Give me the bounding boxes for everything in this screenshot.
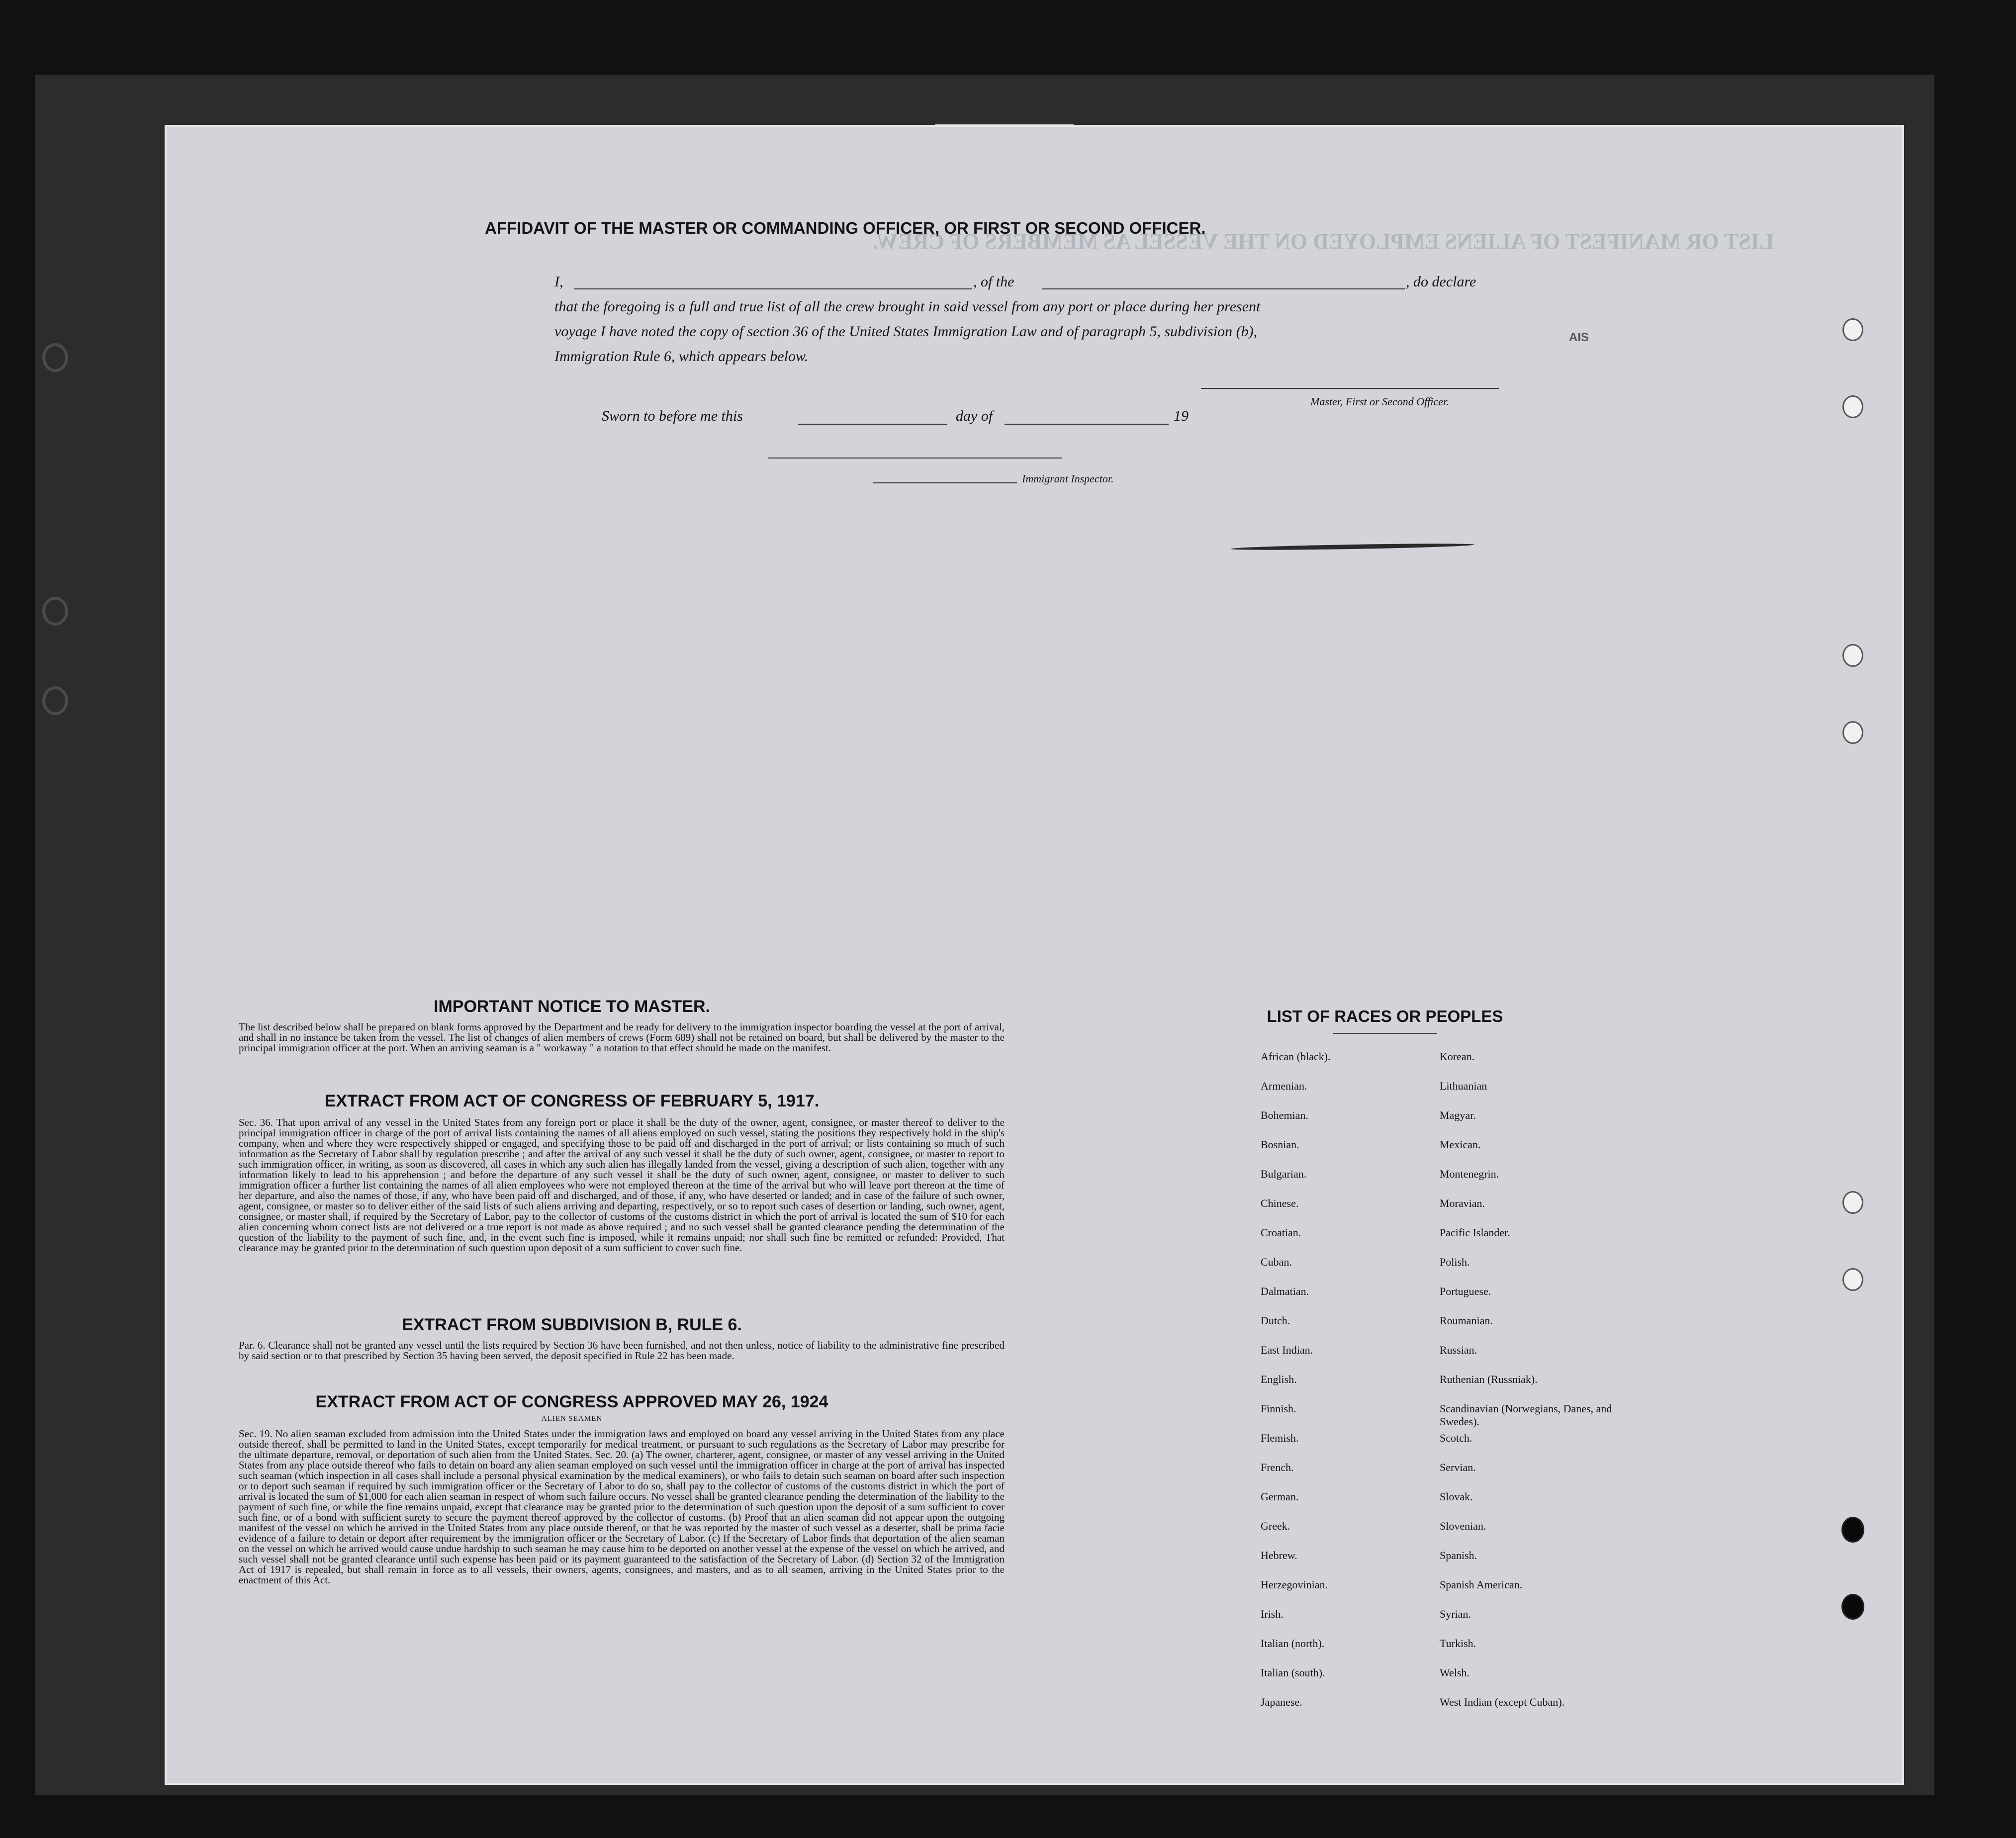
extract-rule6-title: EXTRACT FROM SUBDIVISION B, RULE 6. bbox=[402, 1315, 742, 1334]
extract-1917-title: EXTRACT FROM ACT OF CONGRESS OF FEBRUARY 5, 1917. bbox=[324, 1092, 820, 1110]
extract-1924-subtitle: ALIEN SEAMEN bbox=[541, 1415, 603, 1423]
race-item: English. bbox=[1261, 1373, 1297, 1385]
race-item: Dalmatian. bbox=[1261, 1285, 1309, 1297]
races-left-column bbox=[1261, 1050, 1425, 1725]
race-item: Scotch. bbox=[1440, 1432, 1472, 1444]
race-item: Polish. bbox=[1440, 1256, 1470, 1268]
punch-hole bbox=[1842, 644, 1863, 667]
race-item: Italian (north). bbox=[1261, 1637, 1325, 1650]
affidavit-line-2: that the foregoing is a full and true list of all the crew brought in said vessel from any port or place during her present bbox=[554, 298, 1261, 315]
race-item: Spanish. bbox=[1440, 1549, 1477, 1562]
sworn-month-blank[interactable] bbox=[1005, 424, 1169, 425]
extract-1917-body: Sec. 36. That upon arrival of any vessel in the United States from any foreign port or place it shall be the duty of the owner, agent, consignee, or master thereof to deliver to the principal immigration officer in charge of the port of arrival lists containing the names of all aliens employed on such vessel, stating the positions they respectively hold in the ship's company, when and where they were respectively shipped or engaged, and specifying those to be paid off and discharged in the port of arrival; or lists containing so much of such information as the Secretary of Labor shall by regulation prescribe ; and after the arrival of any such vessel it shall be the duty of such owner, agent, consignee, or master to report to such immigration officer, in writing, as soon as discovered, all cases in which any such alien has illegally landed from the vessel, giving a description of such alien, together with any information likely to lead to his apprehension ; and before the departure of any such vessel it shall be the duty of such owner, agent, consignee, or master to deliver to such immigration officer a further list containing the names of all alien employees who were not employed thereon at the time of the arrival but who will leave port thereon at the time of her departure, and also the names of those, if any, who have been paid off and discharged, and of those, if any, who have deserted or landed; and in case of the failure of such owner, agent, consignee, or master so to deliver either of the said lists of such aliens arriving and departing, respectively, or so to report such cases of desertion or landing, such owner, agent, consignee, or master shall, if required by the Secretary of Labor, pay to the collector of customs of the customs district in which the port of arrival is located the sum of $10 for each alien concerning whom correct lists are not delivered or a true report is not made as above required ; and no such vessel shall be granted clearance pending the determination of the question of the liability to the payment of such fine, and, in the event such fine is imposed, while it remains unpaid; nor shall such fine be remitted or refunded: Provided, That clearance may be granted prior to the determination of such question upon deposit of a sum sufficient to cover such fine. bbox=[239, 1116, 1005, 1254]
sworn-line bbox=[602, 408, 1248, 428]
affidavit-line-1 bbox=[554, 274, 1574, 293]
race-item: Portuguese. bbox=[1440, 1285, 1491, 1297]
race-item: Syrian. bbox=[1440, 1608, 1471, 1620]
race-item: Finnish. bbox=[1261, 1402, 1296, 1415]
binding-ring bbox=[42, 343, 68, 372]
race-item: Slovenian. bbox=[1440, 1520, 1486, 1532]
race-item: Chinese. bbox=[1261, 1197, 1299, 1209]
inspector-blank-2[interactable] bbox=[873, 482, 1017, 483]
race-item: Japanese. bbox=[1261, 1696, 1302, 1708]
inspector-label: Immigrant Inspector. bbox=[1022, 472, 1114, 485]
race-item: Scandinavian (Norwegians, Danes, and Swedes). bbox=[1440, 1402, 1612, 1428]
race-item: Armenian. bbox=[1261, 1080, 1307, 1092]
race-item: West Indian (except Cuban). bbox=[1440, 1696, 1565, 1708]
race-item: Lithuanian bbox=[1440, 1080, 1487, 1092]
race-item: Roumanian. bbox=[1440, 1314, 1493, 1327]
race-item: French. bbox=[1261, 1461, 1294, 1473]
notice-title: IMPORTANT NOTICE TO MASTER. bbox=[434, 997, 710, 1016]
vessel-blank[interactable] bbox=[1042, 288, 1405, 289]
race-item: Croatian. bbox=[1261, 1226, 1301, 1239]
race-item: Ruthenian (Russniak). bbox=[1440, 1373, 1538, 1385]
inspector-blank-1[interactable] bbox=[768, 458, 1062, 459]
race-item: Servian. bbox=[1440, 1461, 1476, 1473]
race-item: Welsh. bbox=[1440, 1666, 1469, 1679]
punch-hole bbox=[1841, 1517, 1864, 1543]
race-item: Bohemian. bbox=[1261, 1109, 1308, 1121]
master-label: Master, First or Second Officer. bbox=[1310, 395, 1449, 408]
race-item: Bulgarian. bbox=[1261, 1168, 1307, 1180]
race-item: Italian (south). bbox=[1261, 1666, 1325, 1679]
race-item: Turkish. bbox=[1440, 1637, 1476, 1650]
punch-hole bbox=[1842, 721, 1863, 744]
race-item: Flemish. bbox=[1261, 1432, 1299, 1444]
sworn-day-of: day of bbox=[956, 408, 993, 424]
sworn-label: Sworn to before me this bbox=[602, 408, 743, 424]
binding-ring bbox=[42, 597, 68, 626]
extract-1924-title: EXTRACT FROM ACT OF CONGRESS APPROVED MAY 26, 1924 bbox=[315, 1392, 828, 1411]
race-item: African (black). bbox=[1261, 1050, 1331, 1063]
master-signature-line[interactable] bbox=[1201, 388, 1499, 389]
race-item: East Indian. bbox=[1261, 1344, 1313, 1356]
race-item: German. bbox=[1261, 1490, 1299, 1503]
race-item: Slovak. bbox=[1440, 1490, 1473, 1503]
affidavit-line-4: Immigration Rule 6, which appears below. bbox=[554, 348, 809, 365]
sworn-day-blank[interactable] bbox=[798, 424, 947, 425]
punch-hole bbox=[1841, 1594, 1864, 1620]
race-item: Hebrew. bbox=[1261, 1549, 1297, 1562]
race-item: Montenegrin. bbox=[1440, 1168, 1499, 1180]
race-item: Cuban. bbox=[1261, 1256, 1292, 1268]
race-item: Spanish American. bbox=[1440, 1578, 1523, 1591]
document-sheet bbox=[167, 127, 1902, 1783]
race-item: Irish. bbox=[1261, 1608, 1283, 1620]
punch-hole bbox=[1842, 318, 1863, 341]
name-blank[interactable] bbox=[574, 288, 972, 289]
affidavit-do-declare: , do declare bbox=[1406, 274, 1476, 290]
extract-1924-body: Sec. 19. No alien seaman excluded from admission into the United States under the immigration laws and employed on board any vessel arriving in the United States from any place outside thereof, shall be permitted to land in the United States, except temporarily for medical treatment, or pursuant to such regulations as the Secretary of Labor may prescribe for the ultimate departure, removal, or deportation of such alien from the United States. Sec. 20. (a) The owner, charterer, agent, consignee, or master of any vessel arriving in the United States from any place outside thereof who fails to detain on board any alien seaman employed on such vessel until the immigration officer in charge at the port of arrival has inspected such seaman (which inspection in all cases shall include a personal physical examination by the medical examiners), or who fails to detain such seaman on board after such inspection or to deport such seaman if required by such immigration officer or the Secretary of Labor to do so, shall pay to the collector of customs of the customs district in which the port of arrival is located the sum of $1,000 for each alien seaman in respect of whom such failure occurs. No vessel shall be granted clearance pending the determination of the liability to the payment of such fine, or while the fine remains unpaid, except that clearance may be granted prior to the determination of such question upon the deposit of a sum sufficient to cover such fine, or of a bond with sufficient surety to secure the payment thereof approved by the collector of customs. (b) Proof that an alien seaman did not appear upon the outgoing manifest of the vessel on which he arrived in the United States from any place outside thereof, or that he was reported by the master of such vessel as a deserter, shall be prima facie evidence of a failure to detain or deport after requirement by the immigration officer or the Secretary of Labor. (c) If the Secretary of Labor finds that deportation of the alien seaman on the vessel on which he arrived would cause undue hardship to such seaman he may cause him to be deported on another vessel at the expense of the vessel on which he arrived, and such vessel shall not be granted clearance until such expense has been paid or its payment guaranteed to the satisfaction of the Secretary of Labor. (d) Section 32 of the Immigration Act of 1917 is repealed, but shall remain in force as to all vessels, their owners, agents, consignees, and masters, and as to all seamen, arriving in the United States prior to the enactment of this Act. bbox=[239, 1428, 1005, 1586]
notice-body: The list described below shall be prepared on blank forms approved by the Department and be ready for delivery to the immigration inspector boarding the vessel at the port of arrival, and shall in no instance be taken from the vessel. The list of changes of alien members of crews (Form 689) shall not be retained on board, but shall be delivered by the master to the principal immigration officer at the port. When an arriving seaman is a " workaway " a notation to that effect should be made on the manifest. bbox=[239, 1021, 1005, 1054]
race-item: Greek. bbox=[1261, 1520, 1290, 1532]
race-item: Moravian. bbox=[1440, 1197, 1485, 1209]
bleed-through-title: LIST OR MANIFEST OF ALIENS EMPLOYED ON THE VESSEL AS MEMBERS OF CREW. bbox=[873, 229, 1774, 254]
punch-hole bbox=[1842, 1268, 1863, 1291]
punch-hole bbox=[1842, 395, 1863, 418]
races-right-column bbox=[1440, 1050, 1629, 1725]
race-item: Russian. bbox=[1440, 1344, 1477, 1356]
extract-rule6-body: Par. 6. Clearance shall not be granted any vessel until the lists required by Section 36 have been furnished, and not then unless, notice of liability to the administrative fine prescribed by said section or to that prescribed by Section 35 having been served, the deposit specified in Rule 22 has been made. bbox=[239, 1339, 1005, 1362]
race-item: Korean. bbox=[1440, 1050, 1475, 1063]
bleed-code: AIS bbox=[1569, 331, 1589, 344]
ink-stroke bbox=[1231, 543, 1474, 551]
binding-ring bbox=[42, 686, 68, 715]
races-title: LIST OF RACES OR PEOPLES bbox=[1267, 1007, 1503, 1025]
race-item: Dutch. bbox=[1261, 1314, 1290, 1327]
races-title-rule bbox=[1333, 1033, 1437, 1034]
punch-hole bbox=[1842, 1191, 1863, 1214]
sworn-year: 19 bbox=[1174, 408, 1189, 424]
affidavit-of-the: , of the bbox=[973, 274, 1014, 290]
race-item: Magyar. bbox=[1440, 1109, 1476, 1121]
affidavit-line-3: voyage I have noted the copy of section 36 of the United States Immigration Law and of paragraph 5, subdivision (b), bbox=[554, 323, 1258, 340]
race-item: Pacific Islander. bbox=[1440, 1226, 1510, 1239]
race-item: Mexican. bbox=[1440, 1138, 1481, 1151]
affidavit-i: I, bbox=[554, 274, 563, 290]
affidavit-title: AFFIDAVIT OF THE MASTER OR COMMANDING OFFICER, OR FIRST OR SECOND OFFICER. bbox=[485, 219, 1206, 237]
race-item: Bosnian. bbox=[1261, 1138, 1299, 1151]
race-item: Herzegovinian. bbox=[1261, 1578, 1328, 1591]
